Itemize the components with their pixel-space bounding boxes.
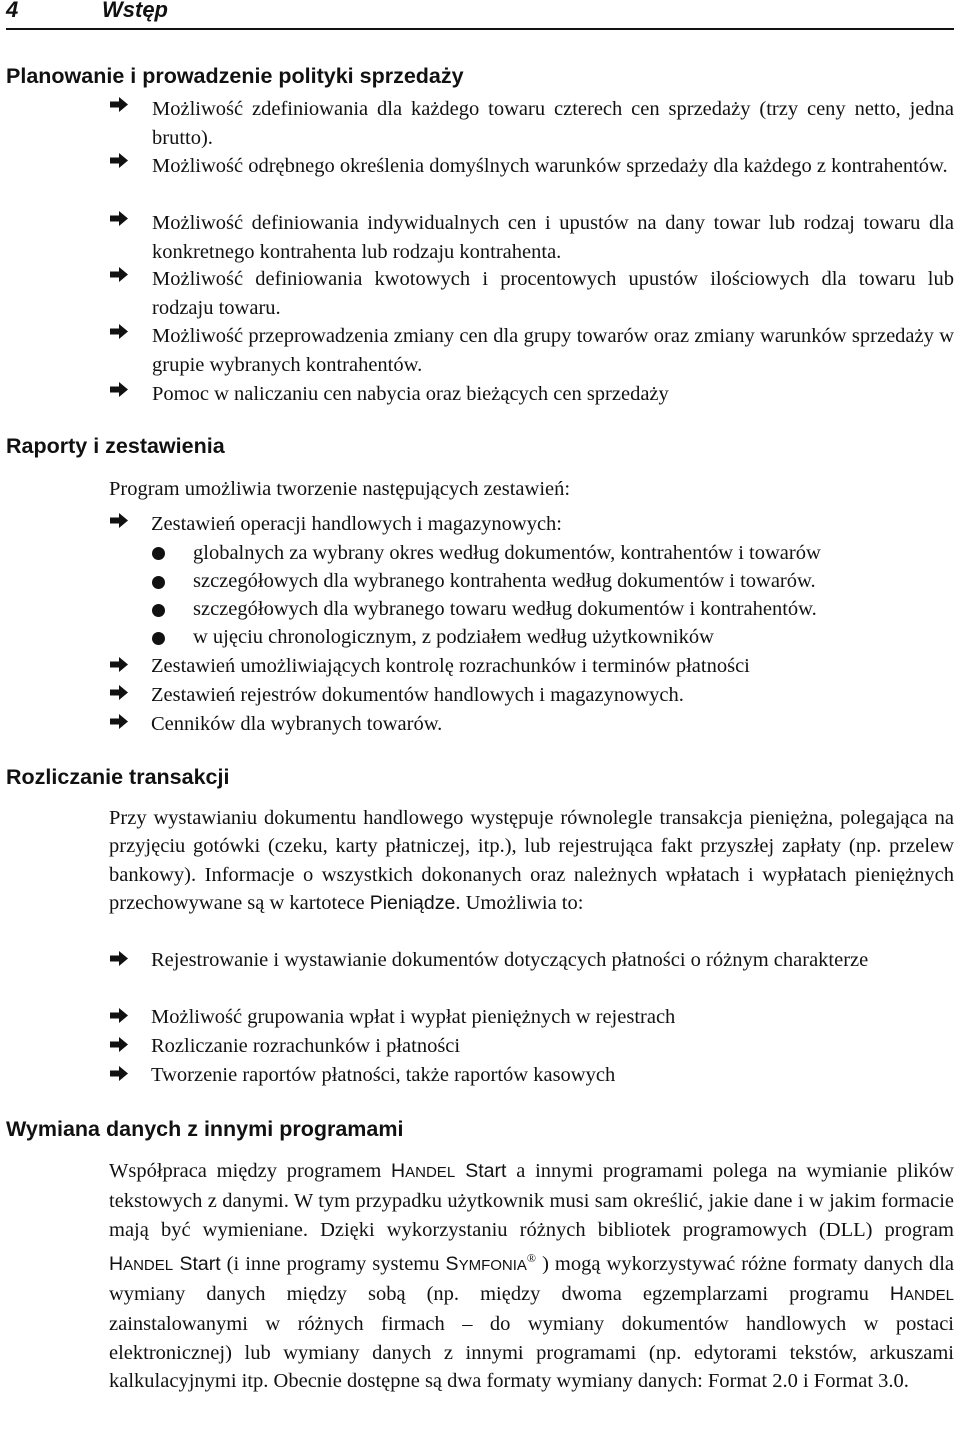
reports-intro: Program umożliwia tworzenie następujących zestawień:: [109, 478, 571, 500]
arrow-bullet-icon: [110, 1037, 128, 1052]
dot-bullet-icon: [152, 576, 165, 589]
arrow-bullet-icon: [110, 153, 128, 168]
data-exchange-paragraph: Współpraca między programem HANDEL Start a innymi programami polega na wymianie plików tekstowych z danymi. W tym przypadku użytkownik musi sam określić, jakie dane i w jakim formacie mają być wymieniane. Dzięki wykorzystaniu różnych bibliotek programowych (DLL) program HANDEL Start (i inne programy systemu SYMFONIA® ) mogą wykorzystywać różne formaty danych dla wymiany danych między sobą (np. między dwoma egzemplarzami programu HANDEL zainstalowanymi w różnych firmach – do wymiany dokumentów handlowych w postaci elektronicznej) lub wymiany danych z innymi programami (np. edytorami tekstów, arkuszami kalkulacyjnymi itp. Obecnie dostępne są dwa formaty wymiany danych: Format 2.0 i Format 3.0.: [109, 1160, 954, 1392]
sub-list-item: szczegółowych dla wybranego kontrahenta według dokumentów i towarów.: [193, 570, 816, 592]
list-item: Cenników dla wybranych towarów.: [151, 713, 443, 735]
arrow-bullet-icon: [110, 267, 128, 282]
list-item: Możliwość definiowania indywidualnych cen i upustów na dany towar lub rodzaj towaru dla konkretnego kontrahenta lub rodzaju kontrahenta.: [152, 212, 954, 263]
settlement-intro: Przy wystawianiu dokumentu handlowego występuje równolegle transakcja pieniężna, polegająca na przyjęciu gotówki (czeku, karty płatniczej, itp.), lub rejestrująca fakt przyszłej zapłaty (np. przelew bankowy). Informacje o wszystkich dokonanych oraz należnych wpłatach i wypłatach pieniężnych przechowywane są w kartotece Pieniądze. Umożliwia to:: [109, 807, 954, 914]
list-item: Rozliczanie rozrachunków i płatności: [151, 1035, 461, 1057]
arrow-bullet-icon: [110, 657, 128, 672]
arrow-bullet-icon: [110, 1008, 128, 1023]
list-item: Możliwość odrębnego określenia domyślnych warunków sprzedaży dla każdego z kontrahentów.: [152, 155, 948, 177]
sub-list-item: szczegółowych dla wybranego towaru według dokumentów i kontrahentów.: [193, 598, 817, 620]
system-name-symfonia: SYMFONIA: [445, 1252, 527, 1275]
program-name-handel: HANDEL: [889, 1283, 954, 1306]
arrow-bullet-icon: [110, 714, 128, 729]
program-name-handel: HANDEL Start: [391, 1160, 507, 1182]
list-item: Zestawień umożliwiających kontrolę rozrachunków i terminów płatności: [151, 655, 750, 677]
dot-bullet-icon: [152, 632, 165, 645]
list-item: Zestawień operacji handlowych i magazynowych:: [151, 513, 562, 535]
page-number: 4: [6, 0, 19, 22]
dot-bullet-icon: [152, 604, 165, 617]
program-name-handel: HANDEL Start: [109, 1252, 221, 1275]
list-item: Możliwość przeprowadzenia zmiany cen dla grupy towarów oraz zmiany warunków sprzedaży w grupie wybranych kontrahentów.: [152, 325, 954, 376]
list-item: Tworzenie raportów płatności, także raportów kasowych: [151, 1064, 616, 1086]
arrow-bullet-icon: [110, 685, 128, 700]
arrow-bullet-icon: [110, 382, 128, 397]
chapter-title: Wstęp: [102, 0, 168, 22]
list-item: Możliwość definiowania kwotowych i procentowych upustów ilościowych dla towaru lub rodzaju towaru.: [152, 268, 954, 319]
section-heading-data-exchange: Wymiana danych z innymi programami: [6, 1117, 404, 1141]
arrow-bullet-icon: [110, 324, 128, 339]
section-heading-pricing: Planowanie i prowadzenie polityki sprzedaży: [6, 64, 464, 88]
sub-list-item: w ujęciu chronologicznym, z podziałem według użytkowników: [193, 626, 714, 648]
list-item: Zestawień rejestrów dokumentów handlowych i magazynowych.: [151, 684, 684, 706]
section-heading-settlement: Rozliczanie transakcji: [6, 765, 230, 789]
arrow-bullet-icon: [110, 513, 128, 528]
sub-list-item: globalnych za wybrany okres według dokumentów, kontrahentów i towarów: [193, 542, 821, 564]
dot-bullet-icon: [152, 547, 165, 560]
registered-mark: ®: [526, 1250, 537, 1265]
section-heading-reports: Raporty i zestawienia: [6, 434, 225, 458]
list-item: Możliwość grupowania wpłat i wypłat pieniężnych w rejestrach: [151, 1006, 676, 1028]
list-item: Możliwość zdefiniowania dla każdego towaru czterech cen sprzedaży (trzy ceny netto, jedna brutto).: [152, 98, 954, 149]
keyword-pieniadze: Pieniądze: [369, 891, 456, 914]
arrow-bullet-icon: [110, 211, 128, 226]
arrow-bullet-icon: [110, 97, 128, 112]
list-item: Rejestrowanie i wystawianie dokumentów dotyczących płatności o różnym charakterze: [151, 949, 869, 971]
list-item: Pomoc w naliczaniu cen nabycia oraz bieżących cen sprzedaży: [152, 383, 669, 405]
arrow-bullet-icon: [110, 951, 128, 966]
page-header: [6, 0, 954, 30]
arrow-bullet-icon: [110, 1066, 128, 1081]
